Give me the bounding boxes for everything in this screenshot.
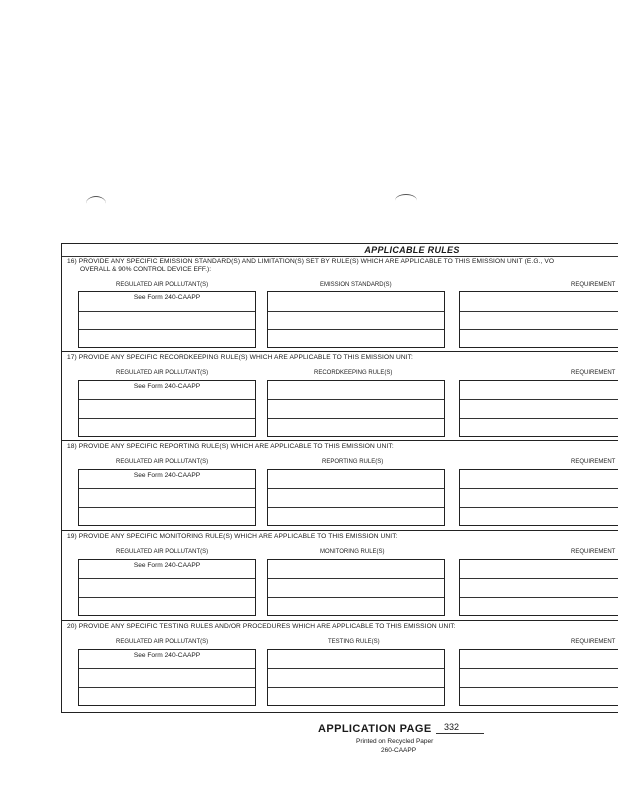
rule-entry-box[interactable] xyxy=(267,380,445,437)
row-line xyxy=(460,329,618,330)
col-header-pollutant: REGULATED AIR POLLUTANT(S) xyxy=(116,549,209,555)
row-line xyxy=(268,329,444,330)
rule-entry-box[interactable] xyxy=(267,469,445,526)
row-line xyxy=(268,687,444,688)
pollutant-entry-text: See Form 240-CAAPP xyxy=(133,652,201,659)
pollutant-entry-text: See Form 240-CAAPP xyxy=(133,472,201,479)
row-line xyxy=(79,578,255,579)
rule-entry-box[interactable] xyxy=(267,291,445,348)
row-line xyxy=(268,507,444,508)
row-line xyxy=(79,399,255,400)
requirement-entry-box[interactable] xyxy=(459,469,618,526)
row-line xyxy=(79,668,255,669)
row-line xyxy=(268,418,444,419)
section-divider xyxy=(62,440,618,441)
title-divider xyxy=(62,256,618,257)
question-16-cont: OVERALL & 90% CONTROL DEVICE EFF.): xyxy=(80,266,212,273)
page-number-underline xyxy=(436,733,484,734)
col-header-pollutant: REGULATED AIR POLLUTANT(S) xyxy=(116,282,209,288)
row-line xyxy=(460,399,618,400)
row-line xyxy=(268,488,444,489)
row-line xyxy=(79,488,255,489)
form-title: APPLICABLE RULES xyxy=(364,245,460,255)
requirement-entry-box[interactable] xyxy=(459,380,618,437)
col-header-requirement: REQUIREMENT xyxy=(571,370,616,376)
pollutant-entry-box[interactable] xyxy=(78,649,256,706)
row-line xyxy=(460,597,618,598)
pollutant-entry-box[interactable] xyxy=(78,380,256,437)
col-header-rule: TESTING RULE(S) xyxy=(328,639,380,645)
section-monitoring xyxy=(62,533,618,621)
row-line xyxy=(79,687,255,688)
requirement-entry-box[interactable] xyxy=(459,291,618,348)
row-line xyxy=(460,507,618,508)
col-header-requirement: REQUIREMENT xyxy=(571,549,616,555)
rule-entry-box[interactable] xyxy=(267,559,445,616)
section-divider xyxy=(62,620,618,621)
row-line xyxy=(460,687,618,688)
pollutant-entry-box[interactable] xyxy=(78,469,256,526)
col-header-requirement: REQUIREMENT xyxy=(571,282,616,288)
row-line xyxy=(460,418,618,419)
row-line xyxy=(460,668,618,669)
row-line xyxy=(79,597,255,598)
row-line xyxy=(460,578,618,579)
question-19: 19) PROVIDE ANY SPECIFIC MONITORING RULE(S) WHICH ARE APPLICABLE TO THIS EMISSION UNIT: xyxy=(67,533,398,540)
col-header-rule: REPORTING RULE(S) xyxy=(322,459,384,465)
row-line xyxy=(268,597,444,598)
row-line xyxy=(268,311,444,312)
pollutant-entry-text: See Form 240-CAAPP xyxy=(133,383,201,390)
requirement-entry-box[interactable] xyxy=(459,559,618,616)
col-header-rule: MONITORING RULE(S) xyxy=(320,549,385,555)
row-line xyxy=(79,311,255,312)
section-divider xyxy=(62,351,618,352)
section-reporting xyxy=(62,443,618,531)
question-17: 17) PROVIDE ANY SPECIFIC RECORDKEEPING RULE(S) WHICH ARE APPLICABLE TO THIS EMISSION UNIT: xyxy=(67,354,413,361)
col-header-pollutant: REGULATED AIR POLLUTANT(S) xyxy=(116,639,209,645)
row-line xyxy=(460,488,618,489)
page-number: 332 xyxy=(444,722,460,732)
section-divider xyxy=(62,530,618,531)
col-header-rule: EMISSION STANDARD(S) xyxy=(320,282,392,288)
row-line xyxy=(460,311,618,312)
pollutant-entry-text: See Form 240-CAAPP xyxy=(133,294,201,301)
rule-entry-box[interactable] xyxy=(267,649,445,706)
application-page-label: APPLICATION PAGE xyxy=(318,723,432,735)
scan-mark-right xyxy=(395,194,417,207)
requirement-entry-box[interactable] xyxy=(459,649,618,706)
row-line xyxy=(268,668,444,669)
scan-mark-left xyxy=(86,196,106,211)
col-header-requirement: REQUIREMENT xyxy=(571,459,616,465)
question-18: 18) PROVIDE ANY SPECIFIC REPORTING RULE(S) WHICH ARE APPLICABLE TO THIS EMISSION UNIT: xyxy=(67,443,394,450)
col-header-requirement: REQUIREMENT xyxy=(571,639,616,645)
pollutant-entry-box[interactable] xyxy=(78,291,256,348)
form-code: 260-CAAPP xyxy=(381,747,417,754)
row-line xyxy=(79,329,255,330)
pollutant-entry-text: See Form 240-CAAPP xyxy=(133,562,201,569)
question-16: 16) PROVIDE ANY SPECIFIC EMISSION STANDARD(S) AND LIMITATION(S) SET BY RULE(S) WHICH ARE APPLICABLE TO THIS EMISSION UNIT (E.G., VO xyxy=(67,258,555,265)
question-20: 20) PROVIDE ANY SPECIFIC TESTING RULES AND/OR PROCEDURES WHICH ARE APPLICABLE TO THIS EMISSION UNIT: xyxy=(67,623,456,630)
applicable-rules-form xyxy=(61,243,618,713)
row-line xyxy=(79,507,255,508)
recycled-paper-note: Printed on Recycled Paper xyxy=(356,738,434,745)
pollutant-entry-box[interactable] xyxy=(78,559,256,616)
col-header-pollutant: REGULATED AIR POLLUTANT(S) xyxy=(116,370,209,376)
row-line xyxy=(268,399,444,400)
row-line xyxy=(79,418,255,419)
col-header-rule: RECORDKEEPING RULE(S) xyxy=(314,370,393,376)
section-recordkeeping xyxy=(62,354,618,442)
row-line xyxy=(268,578,444,579)
section-emission-standards xyxy=(62,258,618,355)
section-testing xyxy=(62,623,618,711)
col-header-pollutant: REGULATED AIR POLLUTANT(S) xyxy=(116,459,209,465)
